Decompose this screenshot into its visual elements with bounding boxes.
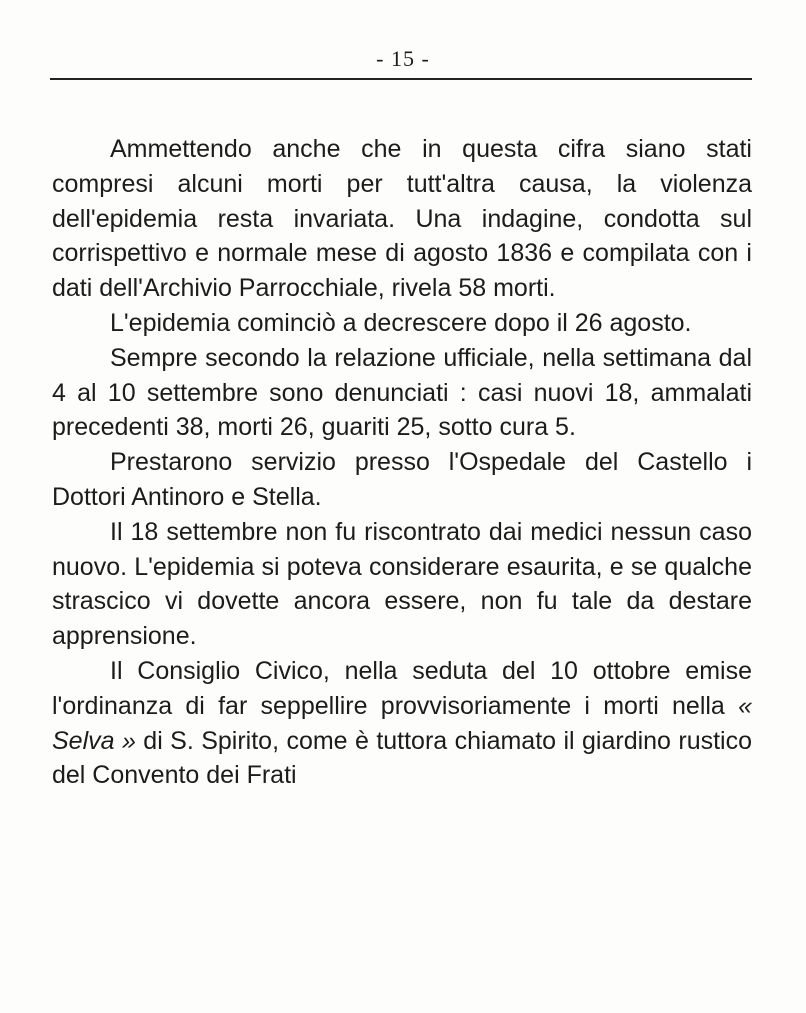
paragraph-1: Ammettendo anche che in questa cifra siano stati compresi alcuni morti per tutt'altra causa, la violenza dell'epidemia resta invariata. Una indagine, condotta sul corrispettivo e normale mese di agosto 1836 e compilata con i dati dell'Archivio Parrocchiale, rivela 58 morti. — [52, 135, 752, 303]
paragraph-4: Prestarono servizio presso l'Ospedale del Castello i Dottori Antinoro e Stella. — [52, 448, 752, 511]
body-text — [52, 132, 752, 793]
page-number: - 15 - — [376, 46, 430, 71]
paragraph-3: Sempre secondo la relazione ufficiale, nella settimana dal 4 al 10 settembre sono denunciati : casi nuovi 18, ammalati precedenti 38, morti 26, guariti 25, sotto cura 5. — [52, 343, 752, 442]
paragraph-6-end: di S. Spirito, come è tuttora chiamato il giardino rustico del Convento dei Frati — [52, 726, 753, 790]
paragraph-5: Il 18 settembre non fu riscontrato dai medici nessun caso nuovo. L'epidemia si poteva considerare esaurita, e se qualche strascico vi dovette ancora essere, non fu tale da destare apprensione. — [52, 517, 752, 651]
paragraph-6 — [52, 654, 752, 793]
paragraph-6-start: Il Consiglio Civico, nella seduta del 10 ottobre emise l'ordinanza di far seppellire provvisoriamente i morti nella — [52, 656, 752, 720]
header-rule — [50, 78, 752, 80]
paragraph-2: L'epidemia cominciò a decrescere dopo il 26 agosto. — [110, 308, 692, 337]
selva-italic-term: « Selva » — [52, 691, 752, 755]
